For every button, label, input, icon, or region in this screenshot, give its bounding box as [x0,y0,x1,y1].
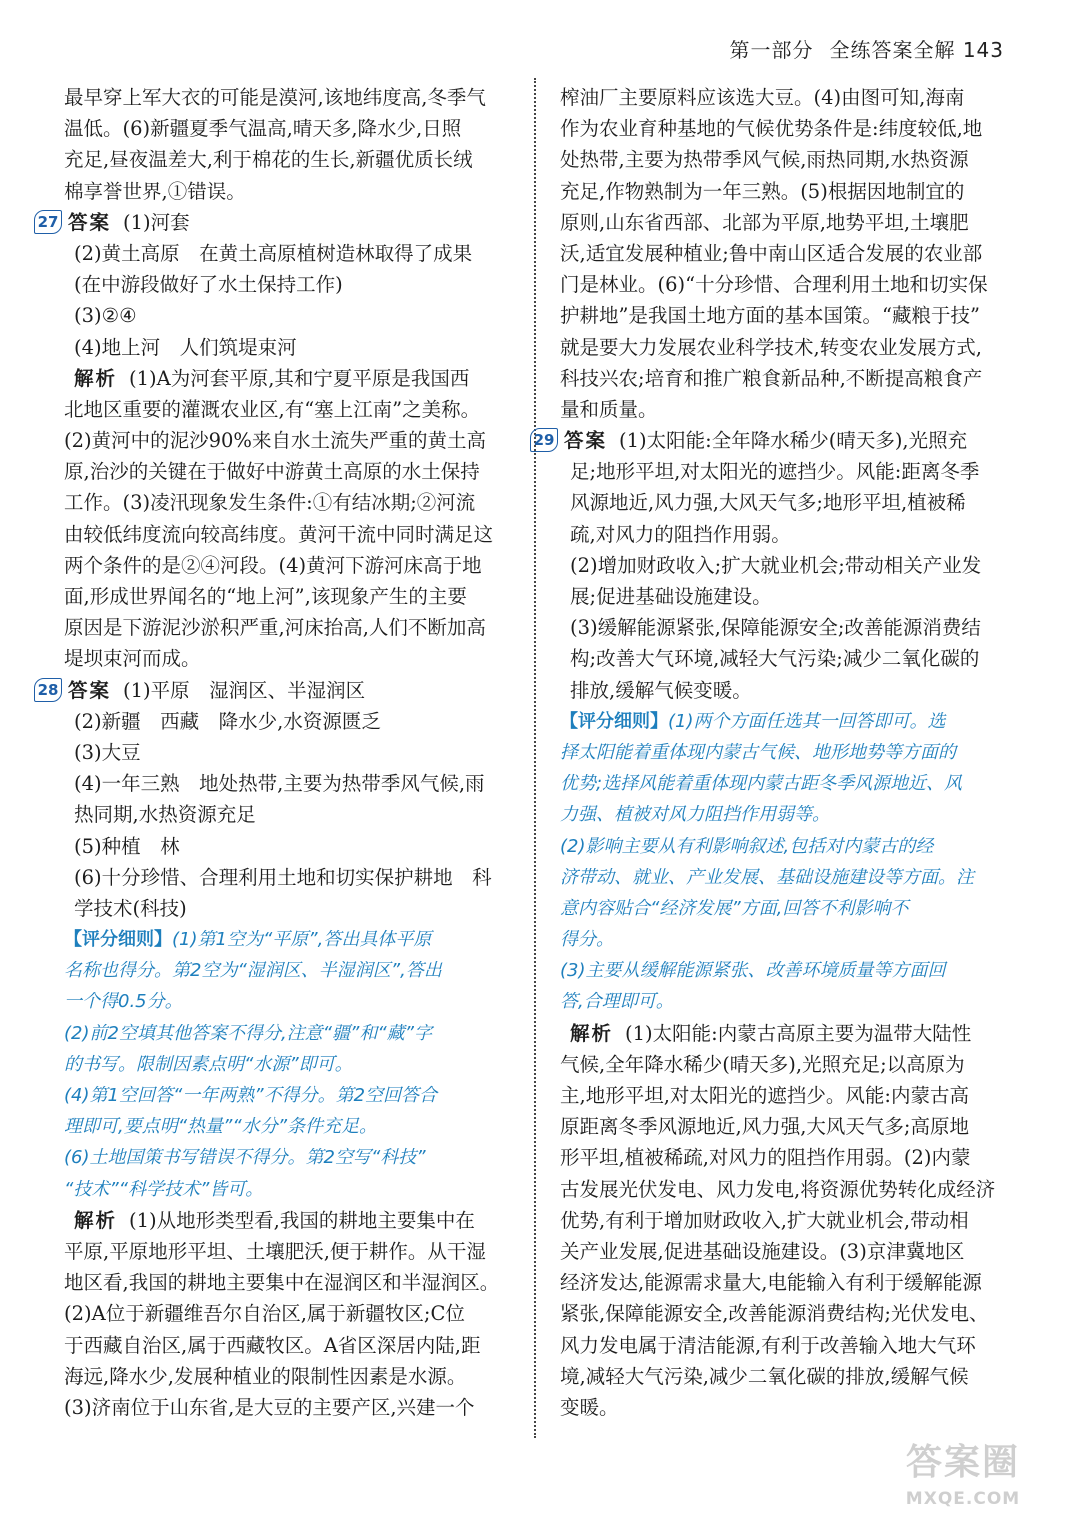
line-text: 门是林业。(6)“十分珍惜、合理利用土地和切实保 [560,273,988,297]
line-text: 原则,山东省西部、北部为平原,地势平坦,土壤肥 [560,210,969,234]
line-text: (3)主要从缓解能源紧张、改善环境质量等方面回 [560,960,946,982]
line-text: (5)种植 林 [74,834,180,858]
text-line [560,300,1010,331]
line-text: (3)济南位于山东省,是大豆的主要产区,兴建一个 [64,1395,475,1419]
text-line [64,768,516,799]
text-line [64,113,516,144]
scoring-note-line [64,986,516,1017]
text-line [64,269,516,300]
line-text: 理即可,要点明“热量”“水分”条件充足。 [64,1116,378,1138]
text-line [560,612,1010,643]
text-line [64,799,516,830]
text-line [560,643,1010,674]
line-text: 充足,昼夜温差大,利于棉花的生长,新疆优质长绒 [64,148,473,172]
text-line [37,675,516,706]
text-line [533,425,1010,456]
text-line [64,1267,516,1298]
text-line [560,144,1010,175]
text-line [64,363,516,394]
line-text: (2)增加财政收入;扩大就业机会;带动相关产业发 [570,553,982,577]
scoring-note-line [560,893,1010,924]
line-text: (3)缓解能源紧张,保障能源安全;改善能源消费结 [570,616,981,640]
text-line [560,82,1010,113]
scoring-note-line [560,768,1010,799]
text-line [64,550,516,581]
line-text: 地区看,我国的耕地主要集中在湿润区和半湿润区。 [64,1271,500,1295]
scoring-note-line [560,986,1010,1017]
line-text: 平原,平原地形平坦、土壤肥沃,便于耕作。从干湿 [64,1239,486,1263]
line-text: 处热带,主要为热带季风气候,雨热同期,水热资源 [560,148,969,172]
text-line [64,706,516,737]
text-line [64,82,516,113]
text-line [560,1298,1010,1329]
line-text: 榨油厂主要原料应该选大豆。(4)由图可知,海南 [560,86,965,109]
text-line [560,269,1010,300]
text-line [64,300,516,331]
text-line [64,1298,516,1329]
line-text: 温低。(6)新疆夏季气温高,晴天多,降水少,日照 [64,117,462,141]
header-title: 全练答案全解 [829,38,956,62]
line-text: 优势,有利于增加财政收入,扩大就业机会,带动相 [560,1208,969,1232]
line-text: 就是要大力发展农业科学技术,转变农业发展方式, [560,335,982,359]
line-text: 择太阳能着重体现内蒙古气候、地形地势等方面的 [560,741,956,763]
line-text: 展;促进基础设施建设。 [570,585,772,608]
text-line [560,1080,1010,1111]
text-line [560,1205,1010,1236]
line-text: 风源地近,风力强,大风天气多;地形平坦,植被稀 [570,491,966,515]
section-label: 第一部分 [729,38,814,62]
line-text: (3)大豆 [74,740,141,764]
text-line [560,394,1010,425]
text-line [560,207,1010,238]
scoring-note-line [560,955,1010,986]
text-line [64,612,516,643]
text-line [560,1174,1010,1205]
left-column [37,82,516,1423]
text-line [64,831,516,862]
line-text: (1)从地形类型看,我国的耕地主要集中在 [129,1208,475,1232]
line-text: 疏,对风力的阻挡作用弱。 [570,522,791,546]
section-label: 解析 [74,366,118,390]
line-text: 境,减轻大气污染,减少二氧化碳的排放,缓解气候 [560,1364,969,1388]
text-line [560,1111,1010,1142]
line-text: 量和质量。 [560,397,658,421]
line-text: 答,合理即可。 [560,991,674,1013]
section-label: 解析 [74,1208,118,1232]
text-line [560,363,1010,394]
text-line [64,1330,516,1361]
line-text: 堤坝束河而成。 [64,647,201,671]
text-line [64,862,516,893]
text-line [64,1236,516,1267]
text-line [560,1142,1010,1173]
text-line [64,581,516,612]
line-text: 热同期,水热资源充足 [74,803,256,827]
text-line [64,1392,516,1423]
line-text: (2)A位于新疆维吾尔自治区,属于新疆牧区;C位 [64,1302,465,1326]
watermark-url: MXQE.COM [905,1489,1021,1509]
line-text: 两个条件的是②④河段。(4)黄河下游河床高于地 [64,553,482,577]
text-line [64,456,516,487]
right-column [533,82,1010,1423]
line-text: 构;改善大气环境,减轻大气污染;减少二氧化碳的 [570,647,980,671]
line-text: (2)影响主要从有利影响叙述,包括对内蒙古的经 [560,835,934,857]
section-label: 解析 [570,1021,614,1045]
text-line [64,144,516,175]
text-line [560,1392,1010,1423]
text-line [560,550,1010,581]
section-label: 答案 [68,210,112,234]
line-text: (2)新疆 西藏 降水少,水资源匮乏 [74,709,381,733]
section-label: 答案 [564,429,608,453]
text-line [64,1361,516,1392]
line-text: (2)黄河中的泥沙90%来自水土流失严重的黄土高 [64,429,486,453]
line-text: (3)②④ [74,304,137,328]
line-text: 科技兴农;培育和推广粮食新品种,不断提高粮食产 [560,366,983,390]
text-line [64,519,516,550]
page-number: 143 [962,38,1004,62]
scoring-note-line [64,1049,516,1080]
scoring-note-line [64,955,516,986]
line-text: 关产业发展,促进基础设施建设。(3)京津冀地区 [560,1239,965,1263]
scoring-note-line [64,1142,516,1173]
line-text: (1)两个方面任选其一回答即可。选 [668,710,946,732]
line-text: (6)十分珍惜、合理利用土地和切实保护耕地 科 [74,865,492,889]
text-line [560,487,1010,518]
line-text: 紧张,保障能源安全,改善能源消费结构;光伏发电、 [560,1302,989,1326]
scoring-note-line [64,924,516,955]
line-text: (2)前2空填其他答案不得分,注意“疆”和“藏”字 [64,1022,432,1044]
line-text: 济带动、就业、产业发展、基础设施建设等方面。注 [560,866,974,888]
text-line [560,1330,1010,1361]
line-text: (1)平原 湿润区、半湿润区 [123,678,366,702]
line-text: 充足,作物熟制为一年三熟。(5)根据因地制宜的 [560,179,965,203]
line-text: 一个得0.5分。 [64,991,183,1013]
scoring-rules-tag: 【评分细则】 [560,710,668,732]
line-text: (1)太阳能:全年降水稀少(晴天多),光照充 [619,429,968,453]
line-text: 优势;选择风能着重体现内蒙古距冬季风源地近、风 [560,773,963,795]
watermark-logo [888,1440,1038,1522]
line-text: 由较低纬度流向较高纬度。黄河干流中同时满足这 [64,522,494,546]
text-line [560,113,1010,144]
text-line [560,1018,1010,1049]
text-line [37,207,516,238]
line-text: 棉享誉世界,①错误。 [64,179,246,203]
column-divider [534,78,536,1438]
text-line [64,1205,516,1236]
line-text: “技术”“科学技术”皆可。 [64,1178,264,1200]
line-text: 力强、植被对风力阻挡作用弱等。 [560,804,830,826]
line-text: 经济发达,能源需求量大,电能输入有利于缓解能源 [560,1271,982,1295]
line-text: 原,治沙的关键在于做好中游黄土高原的水土保持 [64,460,480,484]
line-text: 学技术(科技) [74,896,187,920]
line-text: 名称也得分。第2空为“湿润区、半湿润区”,答出 [64,960,442,982]
line-text: (1)A为河套平原,其和宁夏平原是我国西 [129,366,470,390]
line-text: (在中游段做好了水土保持工作) [74,273,343,297]
line-text: 北地区重要的灌溉农业区,有“塞上江南”之美称。 [64,397,481,421]
question-number-badge: 28 [34,678,62,702]
text-line [560,238,1010,269]
line-text: 足;地形平坦,对太阳光的遮挡少。风能:距离冬季 [570,460,980,484]
scoring-note-line [64,1018,516,1049]
line-text: 得分。 [560,929,614,951]
line-text: (2)黄土高原 在黄土高原植树造林取得了成果 [74,241,473,265]
line-text: 海远,降水少,发展种植业的限制性因素是水源。 [64,1364,467,1388]
text-line [560,581,1010,612]
page-header [729,34,1004,63]
scoring-note-line [560,831,1010,862]
line-text: 形平坦,植被稀疏,对风力的阻挡作用弱。(2)内蒙 [560,1146,971,1170]
line-text: 主,地形平坦,对太阳光的遮挡少。风能:内蒙古高 [560,1084,969,1107]
line-text: (4)一年三熟 地处热带,主要为热带季风气候,雨 [74,772,485,796]
scoring-note-line [560,862,1010,893]
text-line [560,519,1010,550]
text-line [64,737,516,768]
line-text: (1)太阳能:内蒙古高原主要为温带大陆性 [625,1021,972,1045]
question-number-badge: 29 [530,428,558,452]
scoring-note-line [560,799,1010,830]
line-text: 工作。(3)凌汛现象发生条件:①有结冰期;②河流 [64,491,476,515]
watermark-text: 答案圈 [905,1442,1020,1483]
line-text: 最早穿上军大衣的可能是漠河,该地纬度高,冬季气 [64,86,486,109]
line-text: 原因是下游泥沙淤积严重,河床抬高,人们不断加高 [64,616,486,640]
text-line [64,643,516,674]
text-line [560,456,1010,487]
line-text: (1)第1空为“平原”,答出具体平原 [172,929,432,951]
text-line [64,332,516,363]
section-label: 答案 [68,678,112,702]
line-text: 护耕地”是我国土地方面的基本国策。“藏粮于技” [560,304,980,328]
line-text: (4)第1空回答“一年两熟”不得分。第2空回答合 [64,1085,438,1106]
scoring-note-line [64,1080,516,1111]
scoring-note-line [64,1174,516,1205]
line-text: 面,形成世界闻名的“地上河”,该现象产生的主要 [64,585,467,608]
text-line [560,1267,1010,1298]
text-line [64,487,516,518]
line-text: 的书写。限制因素点明“水源”即可。 [64,1053,353,1075]
line-text: 变暖。 [560,1395,619,1419]
line-text: 沃,适宜发展种植业;鲁中南山区适合发展的农业部 [560,241,983,265]
line-text: 古发展光伏发电、风力发电,将资源优势转化成经济 [560,1177,996,1201]
text-line [64,394,516,425]
text-line [560,1361,1010,1392]
line-text: 风力发电属于清洁能源,有利于改善输入地大气环 [560,1333,976,1357]
line-text: 意内容贴合“经济发展”方面,回答不利影响不 [560,897,909,919]
text-line [560,332,1010,363]
line-text: (6)土地国策书写错误不得分。第2空写“科技” [64,1147,426,1169]
line-text: 作为农业育种基地的气候优势条件是:纬度较低,地 [560,117,983,141]
line-text: 于西藏自治区,属于西藏牧区。A省区深居内陆,距 [64,1333,481,1357]
scoring-note-line [560,737,1010,768]
line-text: 排放,缓解气候变暖。 [570,678,752,702]
scoring-note-line [64,1111,516,1142]
text-line [64,176,516,207]
text-line [64,425,516,456]
line-text: 气候,全年降水稀少(晴天多),光照充足;以高原为 [560,1052,965,1076]
text-line [64,893,516,924]
question-number-badge: 27 [34,210,62,234]
text-line [560,176,1010,207]
scoring-note-line [560,924,1010,955]
scoring-rules-tag: 【评分细则】 [64,929,172,951]
text-line [560,1236,1010,1267]
scoring-note-line [560,706,1010,737]
line-text: (1)河套 [123,210,190,234]
line-text: 原距离冬季风源地近,风力强,大风天气多;高原地 [560,1115,969,1139]
text-line [560,1049,1010,1080]
text-line [64,238,516,269]
text-line [560,675,1010,706]
line-text: (4)地上河 人们筑堤束河 [74,335,297,359]
